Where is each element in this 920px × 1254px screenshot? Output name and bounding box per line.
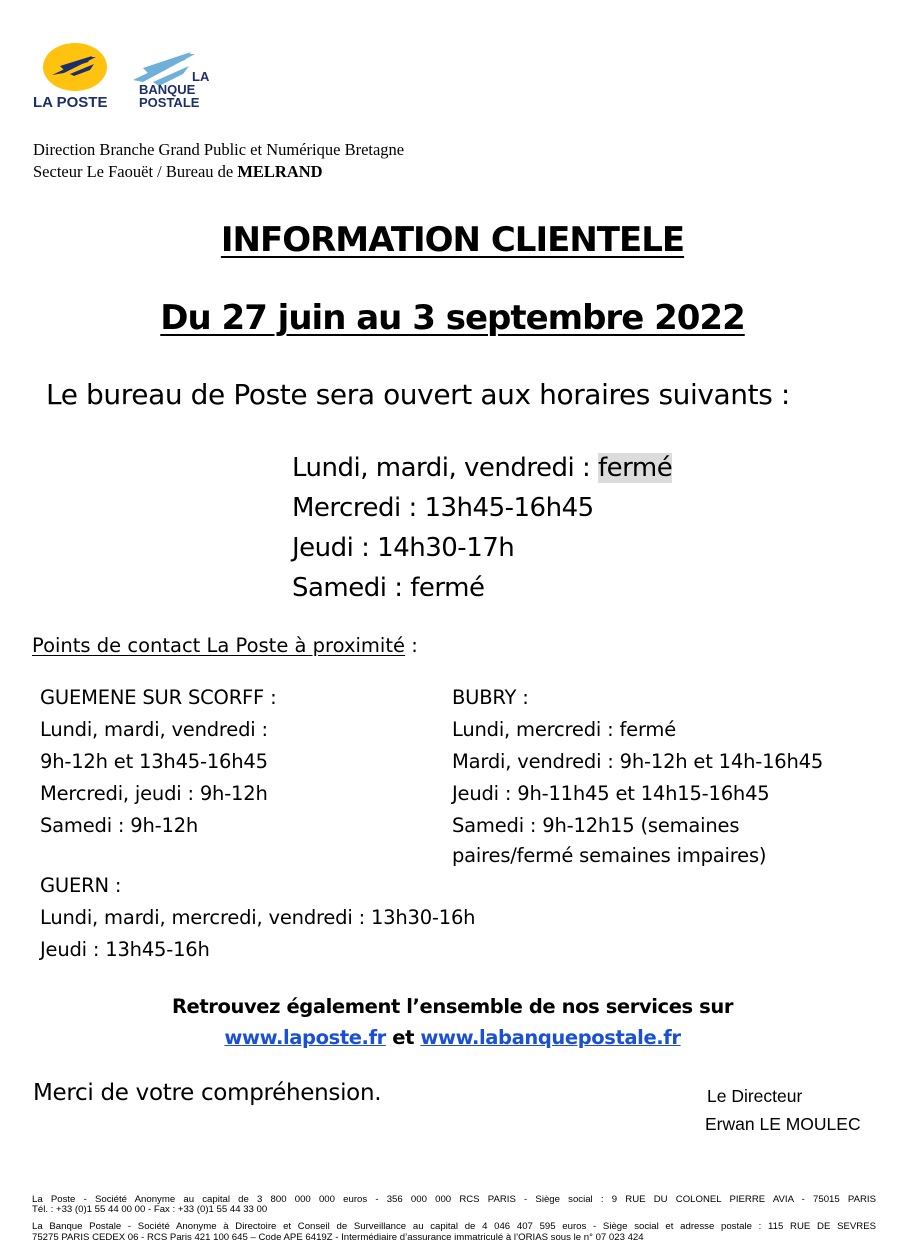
period-title-text: Du 27 juin au 3 septembre 2022 bbox=[160, 298, 745, 338]
contacts-heading-text: Points de contact La Poste à proximité bbox=[32, 634, 405, 657]
services-and: et bbox=[385, 1026, 421, 1049]
guern-name: GUERN : bbox=[40, 874, 122, 897]
guemene-line: Lundi, mardi, vendredi : bbox=[40, 718, 268, 741]
signature-name: Erwan LE MOULEC bbox=[705, 1114, 861, 1134]
contacts-heading-colon: : bbox=[405, 634, 418, 657]
schedule-mon-tue-fri-label: Lundi, mardi, vendredi : bbox=[292, 453, 598, 483]
header-secteur-text: Secteur Le Faouët / Bureau de bbox=[33, 162, 238, 181]
guemene-block bbox=[40, 682, 276, 842]
guemene-line: 9h-12h et 13h45-16h45 bbox=[40, 750, 268, 773]
footer-banque-1: La Banque Postale - Société Anonyme à Directoire et Conseil de Surveillance au capital de 4 046 407 595 euros - Siège social et adresse postale : 115 RUE DE SEVRES bbox=[32, 1221, 876, 1232]
labanquepostale-link[interactable]: www.labanquepostale.fr bbox=[420, 1026, 681, 1049]
footer-laposte-2: Tél. : +33 (0)1 55 44 00 00 - Fax : +33 (0)1 55 44 33 00 bbox=[32, 1204, 268, 1215]
banque-postale-word-2: BANQUE bbox=[139, 82, 196, 97]
contacts-heading bbox=[32, 634, 418, 657]
la-poste-logo bbox=[30, 40, 125, 115]
la-poste-wordmark: LA POSTE bbox=[33, 94, 108, 111]
footer-banque-2: 75275 PARIS CEDEX 06 - RCS Paris 421 100 645 – Code APE 6419Z - Intermédiaire d’assurance immatriculé à l’ORIAS sous le n° 07 023 424 bbox=[32, 1232, 644, 1243]
guemene-line: Mercredi, jeudi : 9h-12h bbox=[40, 782, 268, 805]
header-direction: Direction Branche Grand Public et Numérique Bretagne bbox=[33, 140, 405, 159]
services-links bbox=[0, 1026, 905, 1049]
bubry-line: Lundi, mercredi : fermé bbox=[452, 718, 677, 741]
bubry-line: Samedi : 9h-12h15 (semaines bbox=[452, 814, 740, 837]
bubry-block bbox=[452, 682, 823, 872]
banque-postale-word-3: POSTALE bbox=[139, 95, 200, 110]
schedule-wednesday: Mercredi : 13h45-16h45 bbox=[292, 493, 594, 523]
header-bureau-name: MELRAND bbox=[237, 162, 323, 181]
page-title bbox=[0, 220, 905, 260]
schedule-saturday: Samedi : fermé bbox=[292, 573, 485, 603]
bubry-line: Jeudi : 9h-11h45 et 14h15-16h45 bbox=[452, 782, 770, 805]
services-text: Retrouvez également l’ensemble de nos services sur bbox=[171, 995, 734, 1018]
schedule-mon-tue-fri bbox=[292, 448, 672, 488]
signature-role: Le Directeur bbox=[707, 1086, 803, 1106]
guemene-line: Samedi : 9h-12h bbox=[40, 814, 199, 837]
guern-line: Jeudi : 13h45-16h bbox=[40, 938, 210, 961]
bubry-name: BUBRY : bbox=[452, 686, 529, 709]
period-title bbox=[0, 298, 905, 338]
header-secteur bbox=[33, 161, 323, 183]
banque-postale-word-1: LA bbox=[192, 69, 210, 84]
thanks-text: Merci de votre compréhension. bbox=[33, 1080, 382, 1106]
guern-block bbox=[40, 870, 475, 966]
bubry-line: paires/fermé semaines impaires) bbox=[452, 844, 767, 867]
banque-postale-logo bbox=[125, 48, 225, 116]
laposte-link[interactable]: www.laposte.fr bbox=[224, 1026, 386, 1049]
page-title-text: INFORMATION CLIENTELE bbox=[220, 220, 685, 260]
bubry-line: Mardi, vendredi : 9h-12h et 14h-16h45 bbox=[452, 750, 824, 773]
schedule-thursday: Jeudi : 14h30-17h bbox=[292, 533, 515, 563]
schedule-closed-highlight: fermé bbox=[598, 453, 673, 483]
guern-line: Lundi, mardi, mercredi, vendredi : 13h30-16h bbox=[40, 906, 476, 929]
footer-laposte-1: La Poste - Société Anonyme au capital de 3 800 000 000 euros - 356 000 000 RCS PARIS - Siège social : 9 RUE DU COLONEL PIERRE AVIA - 75015 PARIS bbox=[32, 1194, 876, 1205]
guemene-name: GUEMENE SUR SCORFF : bbox=[40, 686, 277, 709]
intro-text: Le bureau de Poste sera ouvert aux horaires suivants : bbox=[46, 378, 790, 411]
